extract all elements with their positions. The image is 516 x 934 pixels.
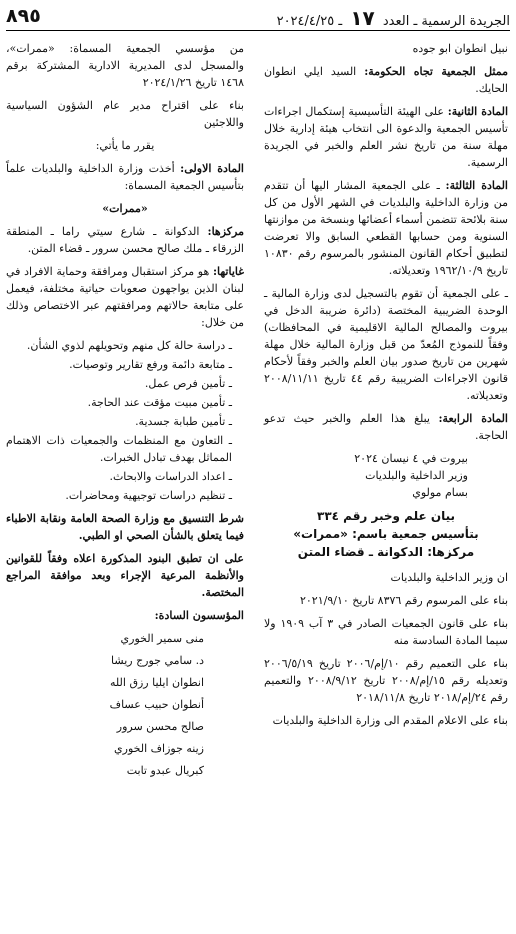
issue-number: ١٧ [350,6,375,30]
article-3 [264,177,508,279]
signature-name: بسام مولوي [412,486,468,499]
list-item: ـ تأمين مبيت مؤقت عند الحاجة. [87,396,232,409]
founder-name-last: نبيل انطوان ابو جوده [412,42,508,55]
basis-proposal: بناء على اقتراح مدير عام الشؤون السياسية واللاجئين [6,99,244,129]
list-item: منى سمير الخوري [120,632,204,645]
article-1-text: أخذت وزارة الداخلية والبلديات علماً بتأسيس الجمعية المسماة: [6,162,244,192]
headquarters-label: مركزها: [207,225,244,238]
list-item: ـ التعاون مع المنظمات والجمعيات ذات الاهتمام المماثل بهدف تبادل الخبرات. [6,434,232,464]
founders-registration: من مؤسسي الجمعية المسماة: «ممرات»، والمسجل لدى المديرية الادارية المشتركة برقم ١٤٦٨ تاريخ ٢٠٢٤/١/٢٦ [6,42,244,89]
list-item: ـ اعداد الدراسات والابحاث. [109,470,232,483]
goals [6,263,244,331]
goals-list [6,337,244,504]
list-item: ـ دراسة حالة كل منهم وتحويلهم لذوي الشأن. [26,339,232,352]
rep-label: ممثل الجمعية تجاه الحكومة: [364,65,508,78]
rep-text: السيد ايلي انطوان الحايك. [264,65,508,95]
right-column [264,40,508,928]
basis-decree: بناء على المرسوم رقم ٨٣٧٦ تاريخ ٢٠٢١/٩/١٠ [299,594,508,607]
goals-text: هو مركز استقبال ومرافقة وحماية الافراد في لبنان الذين يواجهون صعوبات حياتية مختلفة، فيعمل على متابعة حالاتهم ومرافقتهم عبر الاختصاص وذلك من خلال: [6,265,244,329]
list-item: كبريال عبدو تابت [126,764,204,777]
announcement-heading [264,507,508,561]
list-item: ـ تنظيم دراسات توجيهية ومحاضرات. [65,489,232,502]
goals-label: غاياتها: [212,265,244,278]
article-4-label: المادة الرابعة: [438,412,508,425]
basis-circulars: بناء على التعميم رقم ١٠/إم/٢٠٠٦ تاريخ ٢٠٠٦/٥/١٩ وتعديله رقم ١٥/إم/٢٠٠٨ تاريخ ٢٠٠٨/٩/١٢ والتعميم رقم ٢٤/إم/٢٠١٨ تاريخ ٢٠١٨/١١/٨ [264,657,508,704]
left-column [6,40,244,928]
article-1 [6,160,244,194]
list-item: صالح محسن سرور [116,720,204,733]
headquarters-text: الدكوانة ـ شارع سيتي راما ـ المنطقة الزرقاء ـ ملك صالح محسن سرور ـ قضاء المتن. [6,225,244,255]
government-representative [264,63,508,97]
announcement-association: بتأسيس جمعية باسم: «ممرات» [293,527,479,541]
list-item: ـ تأمين فرص عمل. [144,377,232,390]
article-2-text: على الهيئة التأسيسية إستكمال اجراءات تأسيس الجمعية والدعوة الى انتخاب هيئة إدارية خلال مهلة سنة من تاريخ نشر العلم والخبر في الجريدة الرسمية. [264,105,508,169]
signature-place-date: بيروت في ٤ نيسان ٢٠٢٤ [354,452,468,465]
tax-registration-paragraph: ـ على الجمعية أن تقوم بالتسجيل لدى وزارة المالية ـ الوحدة الضريبية المختصة (دائرة ضريبة الدخل في بيروت والمصالح المالية الاقليمية في المحافظات) وفقاً للنموذج المُعدّ من قبل وزارة المالية خلال مهلة شهرين من تاريخ صدور بيان العلم والخبر وفقاً لأحكام قانون الاجراءات الضريبية رقم ٤٤ تاريخ ٢٠٠٨/١١/١١ وتعديلاته. [264,287,509,402]
basis-notification: بناء على الاعلام المقدم الى وزارة الداخلية والبلديات [272,714,508,727]
legal-compliance-condition: على ان تطبق البنود المذكورة اعلاه وفقاً للقوانين والأنظمة المرعية الإجراء وبعد موافقة المراجع المختصة. [6,552,244,599]
announcement-title: بيان علم وخبر رقم ٣٣٤ [317,509,455,523]
list-item: د. سامي جورج ريشا [111,654,204,667]
list-item: ـ متابعة دائمة ورفع تقارير وتوصيات. [69,358,232,371]
list-item: أنطوان حبيب عساف [109,698,204,711]
list-item: زينه جوزاف الخوري [114,742,204,755]
article-2 [264,103,508,171]
health-coordination-condition: شرط التنسيق مع وزارة الصحة العامة ونقابة الاطباء فيما يتعلق بالشأن الصحي او الطبي. [6,512,244,542]
article-3-label: المادة الثالثة: [445,179,508,192]
article-1-label: المادة الاولى: [180,162,244,175]
basis-law: بناء على قانون الجمعيات الصادر في ٣ آب ١٩٠٩ ولا سيما المادة السادسة منه [264,617,509,647]
issue-date: ـ ٢٠٢٤/٤/٢٥ [276,14,343,29]
article-4-text: يبلغ هذا العلم والخبر حيث تدعو الحاجة. [264,412,508,442]
journal-title [277,6,510,30]
founders-heading: المؤسسون السادة: [154,609,244,622]
minister-intro: ان وزير الداخلية والبلديات [390,571,508,584]
founders-list [6,630,244,779]
association-name: «ممرات» [102,202,148,215]
signature-title: وزير الداخلية والبلديات [365,469,468,482]
page-header [6,4,510,31]
article-2-label: المادة الثانية: [447,105,508,118]
list-item: ـ تأمين طبابة جسدية. [135,415,232,428]
decides-heading: يقرر ما يأتي: [95,139,155,152]
list-item: انطوان ايليا رزق الله [110,676,204,689]
page-number: ٨٩٥ [6,5,41,27]
article-3-text: ـ على الجمعية المشار اليها أن تتقدم من وزارة الداخلية والبلديات في الشهر الأول من كل سنة بلائحة تتضمن أسماء أعضائها وبنسخة من موازنتها السنوية ومن حسابها القطعي السابق والا تعرضت لتطبيق أحكام القانون المنشور بالمرسوم رقم ١٠٨٣٠ تاريخ ١٩٦٢/١٠/٩ وتعديلاته. [264,179,508,277]
article-4 [264,410,508,444]
headquarters [6,223,244,257]
signature-block [264,450,508,501]
journal-name: الجريدة الرسمية ـ العدد [382,14,510,29]
announcement-location: مركزها: الدكوانة ـ قضاء المتن [297,545,475,559]
